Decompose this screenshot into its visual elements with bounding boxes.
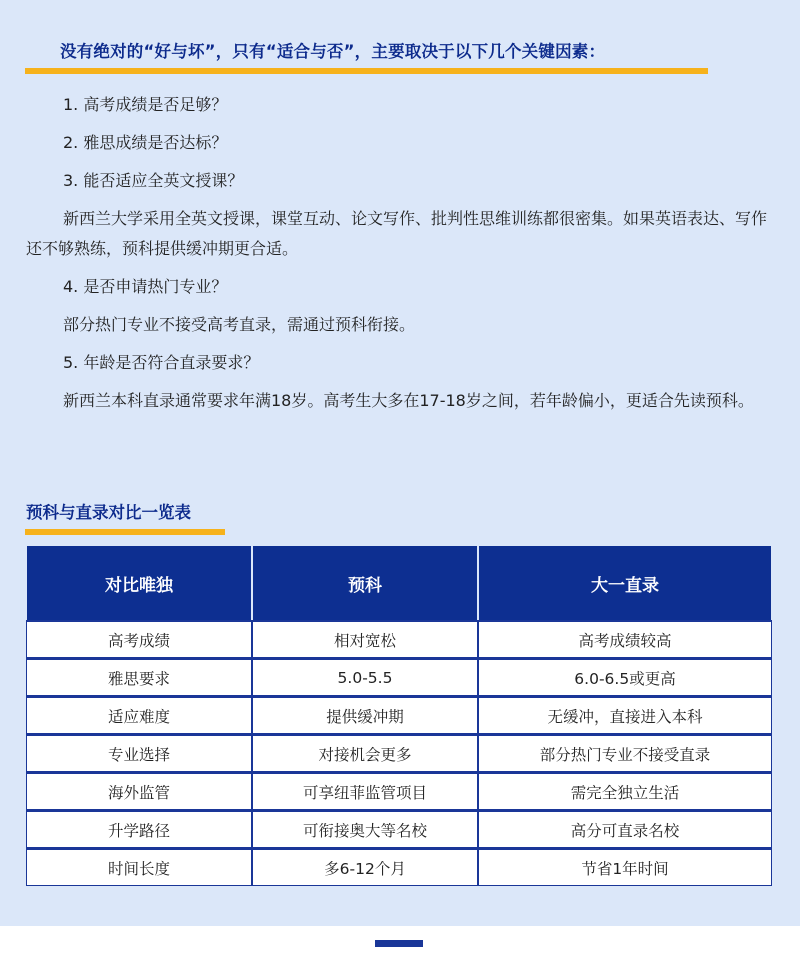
table-row bbox=[26, 772, 772, 810]
table-row bbox=[26, 696, 772, 734]
foundation-cell: 对接机会更多 bbox=[252, 734, 478, 772]
header-foundation: 预科 bbox=[252, 546, 478, 620]
foundation-cell: 多6-12个月 bbox=[252, 848, 478, 886]
foundation-cell: 5.0-5.5 bbox=[252, 658, 478, 696]
direct-entry-cell: 部分热门专业不接受直录 bbox=[478, 734, 772, 772]
header-dimension: 对比唯独 bbox=[26, 546, 252, 620]
direct-entry-cell: 需完全独立生活 bbox=[478, 772, 772, 810]
comparison-table bbox=[26, 546, 772, 886]
intro-heading: 没有绝对的“好与坏”，只有“适合与否”，主要取决于以下几个关键因素： bbox=[60, 42, 606, 61]
foundation-cell: 提供缓冲期 bbox=[252, 696, 478, 734]
direct-entry-cell: 高考成绩较高 bbox=[478, 620, 772, 658]
row-label: 高考成绩 bbox=[26, 620, 252, 658]
table-row bbox=[26, 734, 772, 772]
factor-3: 3. 能否适应全英文授课？ bbox=[63, 171, 244, 190]
row-label: 专业选择 bbox=[26, 734, 252, 772]
factor-4-explanation: 部分热门专业不接受高考直录，需通过预科衔接。 bbox=[63, 315, 416, 334]
header-direct-entry: 大一直录 bbox=[478, 546, 772, 620]
foundation-cell: 可享纽菲监管项目 bbox=[252, 772, 478, 810]
bottom-divider-bar bbox=[375, 940, 423, 947]
table-header-row bbox=[26, 546, 772, 620]
intro-heading-underline bbox=[25, 68, 708, 74]
row-label: 升学路径 bbox=[26, 810, 252, 848]
table-row bbox=[26, 620, 772, 658]
direct-entry-cell: 高分可直录名校 bbox=[478, 810, 772, 848]
factor-5: 5. 年龄是否符合直录要求？ bbox=[63, 353, 260, 372]
table-row bbox=[26, 658, 772, 696]
foundation-cell: 相对宽松 bbox=[252, 620, 478, 658]
table-row bbox=[26, 810, 772, 848]
row-label: 适应难度 bbox=[26, 696, 252, 734]
factor-5-explanation: 新西兰本科直录通常要求年满18岁。高考生大多在17-18岁之间，若年龄偏小，更适合先读预科。 bbox=[63, 391, 754, 410]
comparison-title-underline bbox=[25, 529, 225, 535]
row-label: 雅思要求 bbox=[26, 658, 252, 696]
factor-2: 2. 雅思成绩是否达标？ bbox=[63, 133, 228, 152]
table-row bbox=[26, 848, 772, 886]
direct-entry-cell: 6.0-6.5或更高 bbox=[478, 658, 772, 696]
row-label: 时间长度 bbox=[26, 848, 252, 886]
comparison-title: 预科与直录对比一览表 bbox=[26, 503, 191, 522]
foundation-cell: 可衔接奥大等名校 bbox=[252, 810, 478, 848]
factor-4: 4. 是否申请热门专业？ bbox=[63, 277, 228, 296]
intro-body bbox=[26, 90, 776, 424]
factor-1: 1. 高考成绩是否足够？ bbox=[63, 95, 228, 114]
direct-entry-cell: 节省1年时间 bbox=[478, 848, 772, 886]
factor-3-explanation: 新西兰大学采用全英文授课，课堂互动、论文写作、批判性思维训练都很密集。如果英语表达、写作还不够熟练，预科提供缓冲期更合适。 bbox=[26, 209, 768, 258]
row-label: 海外监管 bbox=[26, 772, 252, 810]
direct-entry-cell: 无缓冲，直接进入本科 bbox=[478, 696, 772, 734]
